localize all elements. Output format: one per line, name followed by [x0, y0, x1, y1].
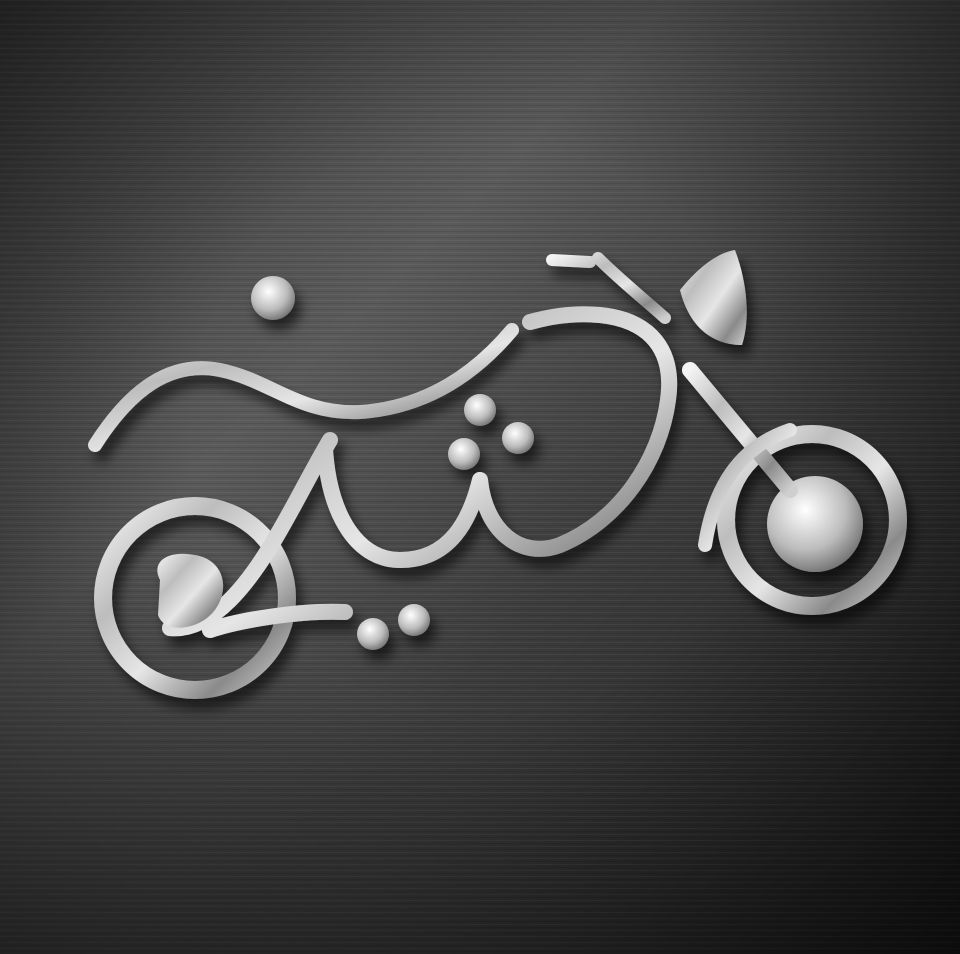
dot-top [251, 276, 295, 320]
dot-b [502, 422, 534, 454]
dot-c [448, 438, 480, 470]
dot-a [464, 394, 496, 426]
dot-e [398, 604, 430, 636]
dot-d [357, 618, 389, 650]
